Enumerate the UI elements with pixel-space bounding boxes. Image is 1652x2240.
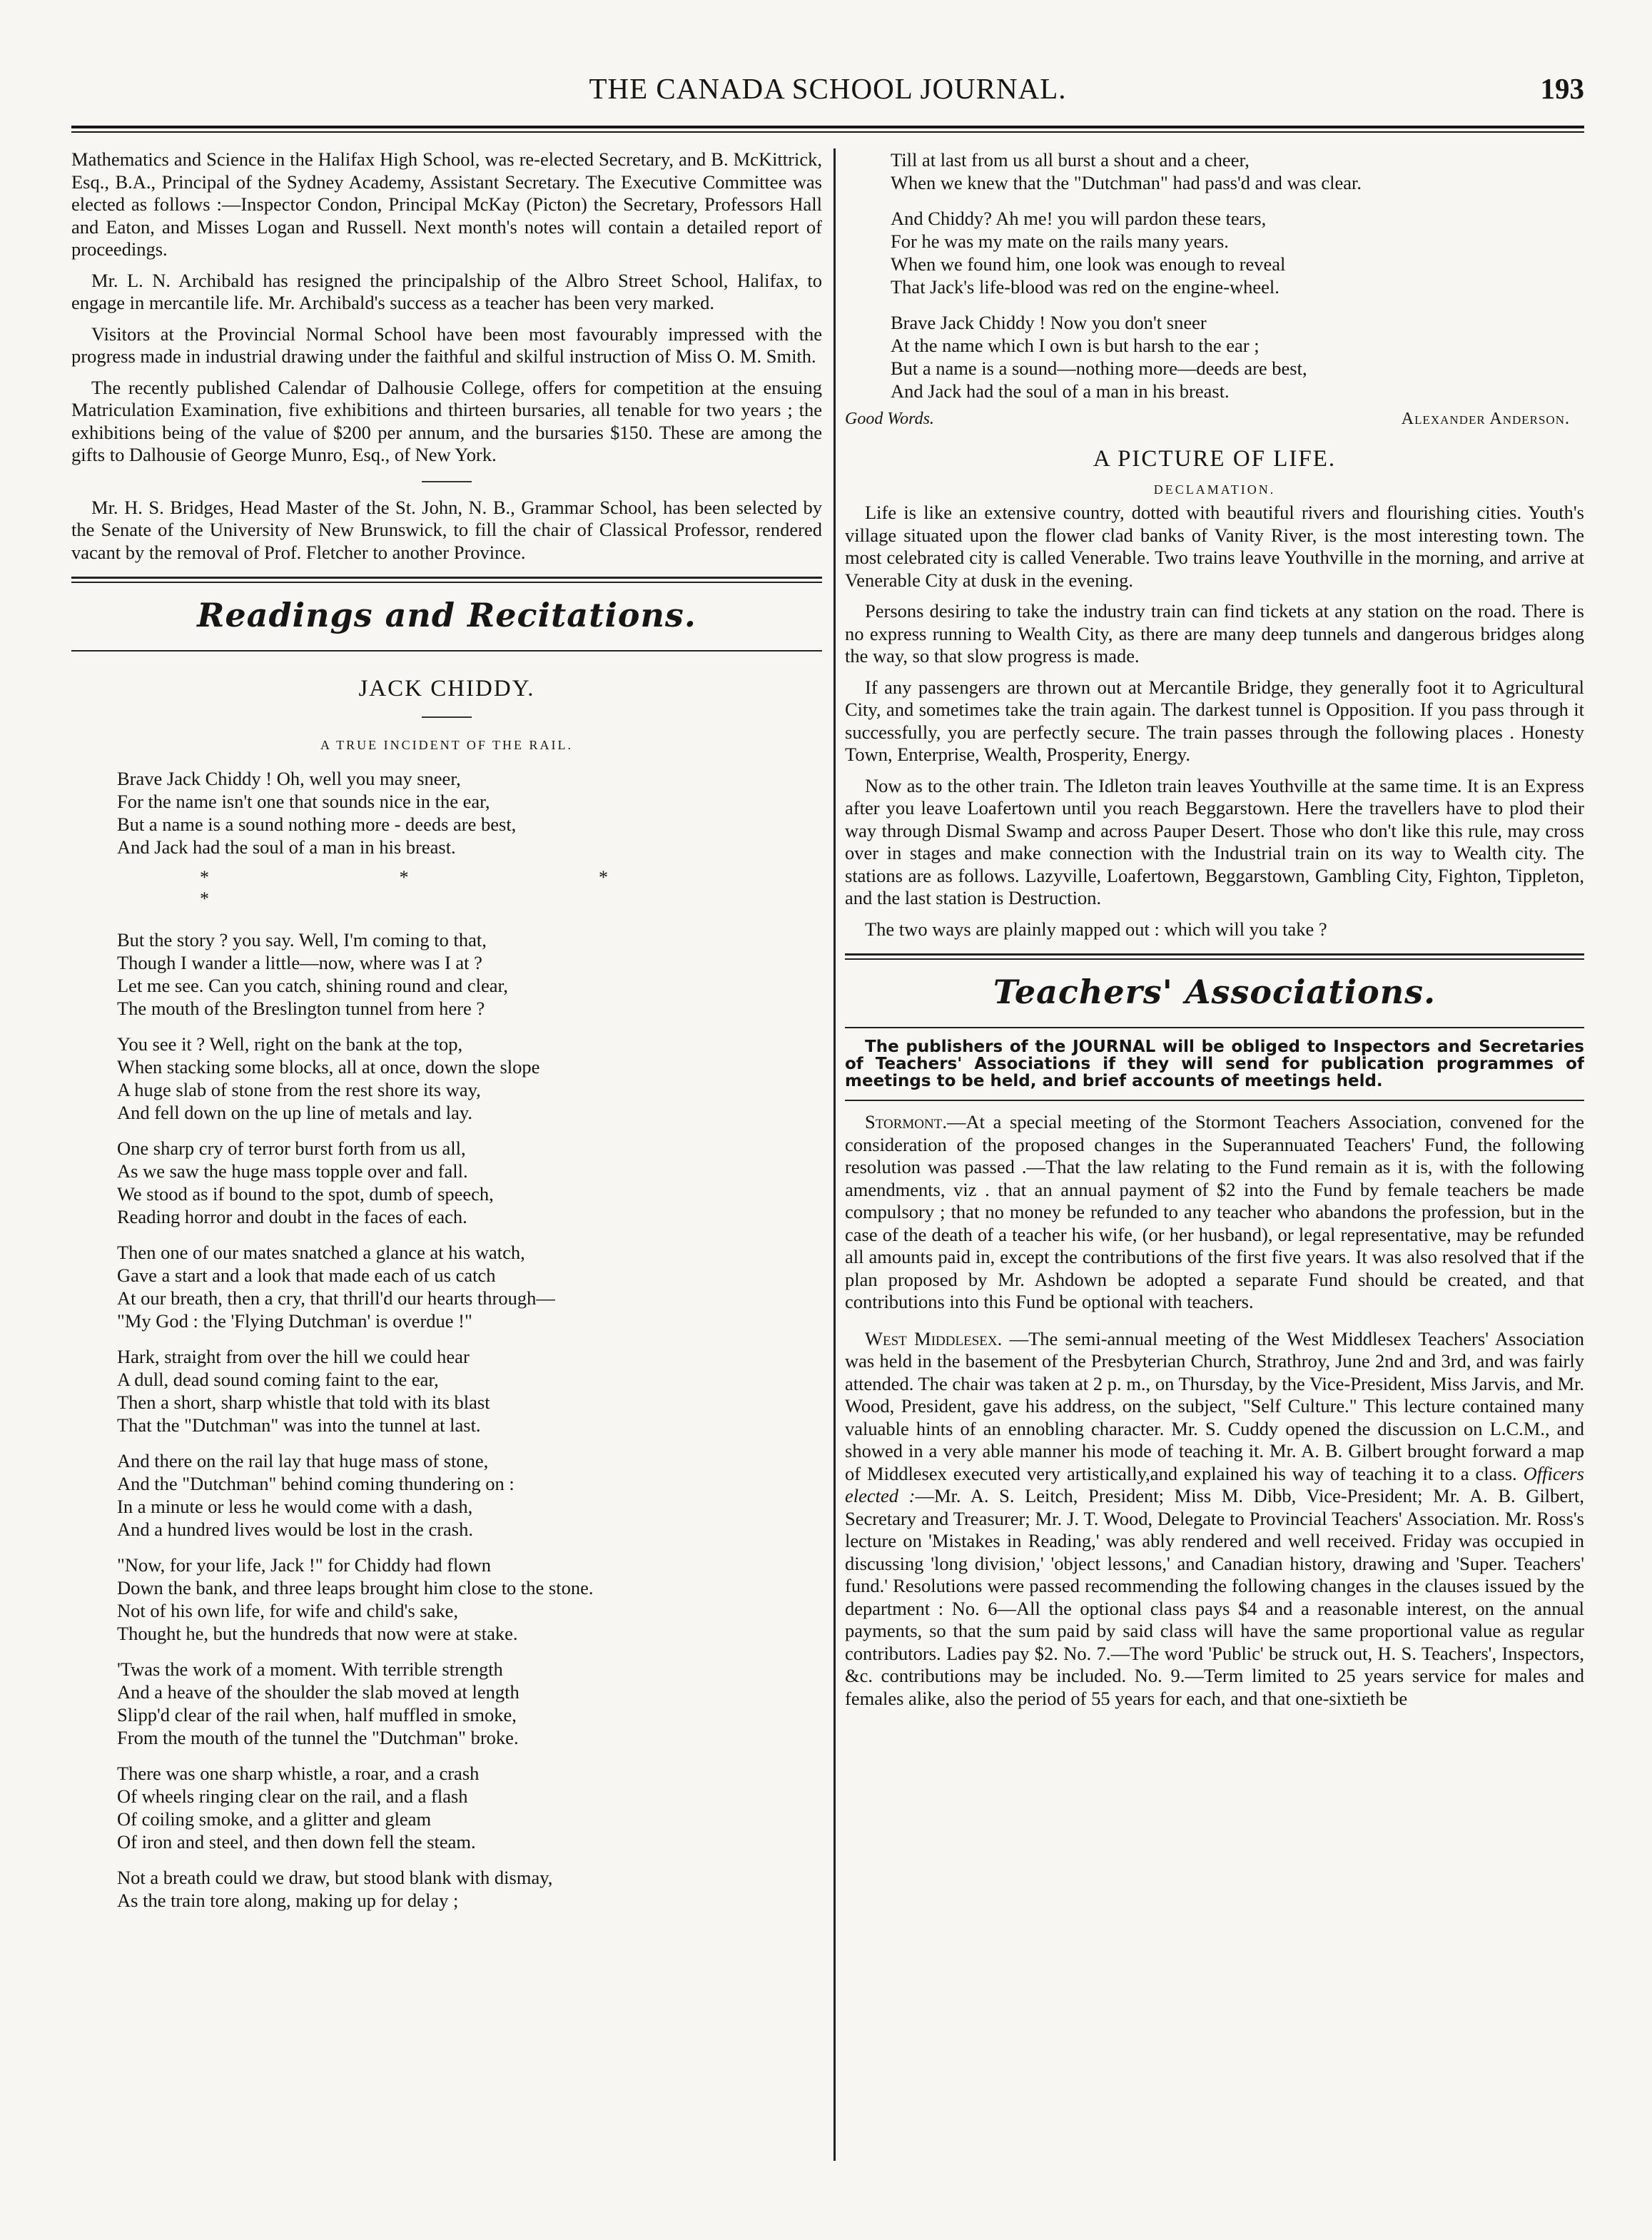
verse-line: But the story ? you say. Well, I'm coming to that,	[117, 929, 487, 951]
verse-line: A dull, dead sound coming faint to the ear,	[117, 1369, 439, 1390]
report-emphasis: Officers elected :	[845, 1462, 1584, 1506]
declamation-subtitle: DECLAMATION.	[1153, 482, 1276, 497]
verse-line: "My God : the 'Flying Dutchman' is overdue !"	[117, 1310, 472, 1332]
poem-attribution	[845, 410, 1584, 429]
news-paragraph: Mr. L. N. Archibald has resigned the principalship of the Albro Street School, Halifax, to engage in mercantile life. Mr. Archibald's success as a teacher has been very marked.	[71, 269, 822, 313]
report-text: —The semi-annual meeting of the West Middlesex Teachers' Association was held in the basement of the Presbyterian Church, Strathroy, June 2nd and 3rd, and was fairly attended. The chair was taken at 2 p. m., on Thursday, by the Vice-President, Miss Jarvis, and Mr. Wood, President, gave his address, on the subject, "Self Culture." This lecture contained many valuable hints of an ennobling character. Mr. S. Cuddy opened the discussion on L.C.M., and showed in a very able manner his mode of teaching it. Mr. A. B. Gilbert brought forward a map of Middlesex executed very artistically,and explained his way of teaching it to a class.	[845, 1327, 1584, 1484]
news-paragraph: Mathematics and Science in the Halifax High School, was re-elected Secretary, and B. McKittrick, Esq., B.A., Principal of the Sydney Academy, Assistant Secretary. The Executive Committee was elected as follows :—Inspector Condon, Principal McKay (Picton) the Secretary, Professors Hall and Eaton, and Misses Logan and Russell. Next month's notes will contain a detailed report of proceedings.	[71, 148, 822, 260]
verse-line: Hark, straight from over the hill we could hear	[117, 1346, 470, 1367]
verse-line: And there on the rail lay that huge mass of stone,	[117, 1450, 489, 1471]
verse-line: When we knew that the "Dutchman" had pass'd and was clear.	[891, 172, 1362, 193]
poem-stanza	[71, 928, 822, 1020]
verse-line: Brave Jack Chiddy ! Oh, well you may sneer,	[117, 768, 461, 789]
verse-line: Reading horror and doubt in the faces of each.	[117, 1206, 467, 1227]
verse-line: For he was my mate on the rails many years.	[891, 230, 1229, 252]
verse-line: Not a breath could we draw, but stood blank with dismay,	[117, 1867, 553, 1888]
verse-line: At the name which I own is but harsh to the ear ;	[891, 335, 1260, 356]
poem-stanza	[71, 1241, 822, 1332]
verse-line: Of wheels ringing clear on the rail, and a flash	[117, 1785, 468, 1807]
verse-line: But a name is a sound nothing more - deeds are best,	[117, 814, 517, 835]
verse-line: Brave Jack Chiddy ! Now you don't sneer	[891, 312, 1207, 333]
title-rule	[422, 716, 472, 718]
poem-stanza	[71, 1449, 822, 1541]
verse-line: Thought he, but the hundreds that now were at stake.	[117, 1623, 518, 1644]
verse-line: "Now, for your life, Jack !" for Chiddy had flown	[117, 1554, 492, 1576]
report-text: —Mr. A. S. Leitch, President; Miss M. Dibb, Vice-President; Mr. A. B. Gilbert, Secretary and Treasurer; Mr. J. T. Wood, Delegate to Provincial Teachers' Association. Mr. Ross's lecture on 'Mistakes in Reading,' was ably rendered and well received. Friday was occupied in discussing 'long division,' 'object lessons,' and Canadian history, drawing and 'Super. Teachers' fund.' Resolutions were passed recommending the following changes in the clauses issued by the department : No. 6—All the optional class pays $4 and a reasonable interest, on the annual payments, so that the sum paid by said class will have the same proportional value as regular contributors. Ladies pay $2. No. 7.—The word 'Public' be struck out, H. S. Teachers', Inspectors, &c. contributions may be included. No. 9.—Term limited to 25 years service for males and females alike, also the period of 55 years for each, and that one-sixtieth be	[845, 1485, 1584, 1709]
verse-line: A huge slab of stone from the rest shore its way,	[117, 1079, 481, 1100]
verse-line: From the mouth of the tunnel the "Dutchman" broke.	[117, 1727, 519, 1748]
declamation-paragraph: The two ways are plainly mapped out : which will you take ?	[865, 918, 1327, 940]
declamation-title: A PICTURE OF LIFE.	[1093, 446, 1337, 472]
verse-line: We stood as if bound to the spot, dumb of speech,	[117, 1183, 494, 1205]
left-column	[71, 148, 822, 2183]
declamation-paragraph: Persons desiring to take the industry train can find tickets at any station on the road. There is no express running to Wealth City, as there are many deep tunnels and dangerous bridges along the way, so that slow progress is made.	[845, 600, 1584, 667]
publisher-notice: The publishers of the JOURNAL will be obliged to Inspectors and Secretaries of Teachers' Associations if they will send for publication programmes of meetings to be held, and brief accounts of meetings held.	[845, 1038, 1584, 1090]
attribution-source: Good Words.	[845, 410, 934, 428]
verse-line: And a heave of the shoulder the slab moved at length	[117, 1681, 520, 1703]
report-lead: Stormont.	[865, 1111, 947, 1132]
verse-line: But a name is a sound—nothing more—deeds are best,	[891, 358, 1307, 379]
verse-line: And Jack had the soul of a man in his breast.	[117, 836, 456, 858]
header-rule-top	[71, 126, 1584, 128]
section-rule	[71, 650, 822, 652]
verse-line: One sharp cry of terror burst forth from us all,	[117, 1137, 466, 1159]
verse-line: And the "Dutchman" behind coming thundering on :	[117, 1473, 515, 1494]
section-rule	[845, 953, 1584, 960]
report-text: —At a special meeting of the Stormont Teachers Association, convened for the consideration of the proposed changes in the Superannuated Teachers' Fund, the following resolution was passed .—That the law relating to the Fund remain as it is, with the following amendments, viz . that an annual payment of $2 into the Fund by female teachers be made compulsory ; that no money be refunded to any teacher who abandons the profession, but in the case of the death of a teacher his wife, (or her husband), or legal representative, may be refunded all amounts paid in, except the contributions of the first five years. It was also resolved that if the plan proposed by Mr. Ashdown be adopted a separate Fund should be created, and that contributions into this Fund be optional with teachers.	[845, 1111, 1584, 1312]
verse-line: In a minute or less he would come with a dash,	[117, 1496, 473, 1517]
poem-stanza	[71, 1137, 822, 1228]
section-heading-teachers: Teachers' Associations.	[993, 973, 1436, 1011]
section-heading-readings: Readings and Recitations.	[197, 596, 696, 634]
running-head	[71, 69, 1584, 104]
news-paragraph: The recently published Calendar of Dalhousie College, offers for competition at the ensuing Matriculation Examination, five exhibitions and thirteen bursaries, all tenable for two years ; the exhibitions being of the value of $200 per annum, and the bursaries $150. These are among the gifts to Dalhousie of George Munro, Esq., of New York.	[71, 376, 822, 465]
verse-line: Down the bank, and three leaps brought him close to the stone.	[117, 1577, 594, 1598]
attribution-author: Alexander Anderson.	[1401, 410, 1570, 428]
news-paragraph: Visitors at the Provincial Normal School have been most favourably impressed with the progress made in industrial drawing under the faithful and skilful instruction of Miss O. M. Smith.	[71, 323, 822, 367]
section-rule	[845, 1027, 1584, 1028]
stanza-break-stars: * * * *	[200, 867, 701, 909]
verse-line: When we found him, one look was enough to reveal	[891, 253, 1286, 275]
verse-line: Let me see. Can you catch, shining round and clear,	[117, 975, 508, 996]
verse-line: You see it ? Well, right on the bank at the top,	[117, 1033, 463, 1055]
verse-line: Then one of our mates snatched a glance at his watch,	[117, 1242, 525, 1263]
verse-line: At our breath, then a cry, that thrill'd our hearts through—	[117, 1287, 555, 1309]
column-divider	[833, 148, 836, 2161]
header-rule-bottom	[71, 131, 1584, 133]
verse-line: As we saw the huge mass topple over and fall.	[117, 1160, 468, 1182]
page-number: 193	[1540, 72, 1584, 105]
report-lead: West Middlesex.	[865, 1327, 1003, 1349]
verse-line: Though I wander a little—now, where was I at ?	[117, 952, 482, 973]
verse-line: Of iron and steel, and then down fell the steam.	[117, 1831, 476, 1853]
verse-line: Till at last from us all burst a shout and a cheer,	[891, 149, 1250, 171]
right-column	[845, 148, 1584, 2183]
verse-line: The mouth of the Breslington tunnel from here ?	[117, 998, 485, 1019]
declamation-paragraph: Life is like an extensive country, dotted with beautiful rivers and flourishing cities. Youth's village situated upon the flower clad banks of Vanity River, is the most interesting town. The most celebrated city is called Venerable. Two trains leave Youthville in the morning, and arrive at Venerable City at dusk in the evening.	[845, 502, 1584, 591]
verse-line: Of coiling smoke, and a glitter and gleam	[117, 1808, 432, 1830]
verse-line: Gave a start and a look that made each of us catch	[117, 1265, 496, 1286]
poem-stanza	[71, 1345, 822, 1436]
verse-line: That the "Dutchman" was into the tunnel at last.	[117, 1414, 481, 1436]
verse-line: And a hundred lives would be lost in the crash.	[117, 1519, 473, 1540]
poem-title: JACK CHIDDY.	[358, 676, 535, 701]
declamation-paragraph: Now as to the other train. The Idleton train leaves Youthville at the same time. It is an Express after you leave Loafertown until you reach Beggarstown. Here the travellers have to plod their way through Dismal Swamp and across Pauper Desert. Those who don't like this rule, may cross over in stages and make connection with the Industrial train on its way to Wealth city. The stations are as follows. Lazyville, Loafertown, Beggarstown, Gambling City, Fighton, Tippleton, and the last station is Destruction.	[845, 774, 1584, 908]
poem-stanza	[845, 148, 1584, 194]
section-rule	[71, 577, 822, 583]
verse-line: For the name isn't one that sounds nice in the ear,	[117, 791, 490, 812]
verse-line: And Jack had the soul of a man in his breast.	[891, 380, 1230, 402]
poem-subtitle: A TRUE INCIDENT OF THE RAIL.	[320, 738, 573, 752]
journal-title: THE CANADA SCHOOL JOURNAL.	[589, 72, 1067, 105]
poem-stanza	[71, 1554, 822, 1645]
poem-stanza	[71, 1866, 822, 1912]
verse-line: Then a short, sharp whistle that told with its blast	[117, 1392, 490, 1413]
verse-line: There was one sharp whistle, a roar, and a crash	[117, 1763, 480, 1784]
verse-line: 'Twas the work of a moment. With terrible strength	[117, 1658, 503, 1680]
association-report	[845, 1328, 1584, 1711]
poem-stanza	[845, 311, 1584, 402]
verse-line: Not of his own life, for wife and child's sake,	[117, 1600, 458, 1621]
verse-line: As the train tore along, making up for delay ;	[117, 1890, 459, 1911]
separator-rule	[422, 481, 472, 482]
poem-stanza	[71, 1658, 822, 1749]
poem-stanza	[71, 1762, 822, 1853]
verse-line: That Jack's life-blood was red on the engine-wheel.	[891, 276, 1279, 298]
poem-stanza	[845, 207, 1584, 298]
declamation-paragraph: If any passengers are thrown out at Mercantile Bridge, they generally foot it to Agricultural City, and sometimes take the train again. The darkest tunnel is Opposition. If you pass through it successfully, you are perfectly secure. The train passes through the following places . Honesty Town, Enterprise, Wealth, Prosperity, Energy.	[845, 676, 1584, 765]
verse-line: And Chiddy? Ah me! you will pardon these tears,	[891, 208, 1267, 229]
verse-line: When stacking some blocks, all at once, down the slope	[117, 1056, 540, 1078]
association-report	[845, 1111, 1584, 1314]
section-rule	[845, 1100, 1584, 1101]
verse-line: And fell down on the up line of metals and lay.	[117, 1102, 472, 1123]
poem-stanza	[71, 767, 822, 858]
poem-stanza	[71, 1033, 822, 1124]
verse-line: Slipp'd clear of the rail when, half muffled in smoke,	[117, 1704, 517, 1725]
news-paragraph: Mr. H. S. Bridges, Head Master of the St. John, N. B., Grammar School, has been selected by the Senate of the University of New Brunswick, to fill the chair of Classical Professor, rendered vacant by the removal of Prof. Fletcher to another Province.	[71, 496, 822, 563]
